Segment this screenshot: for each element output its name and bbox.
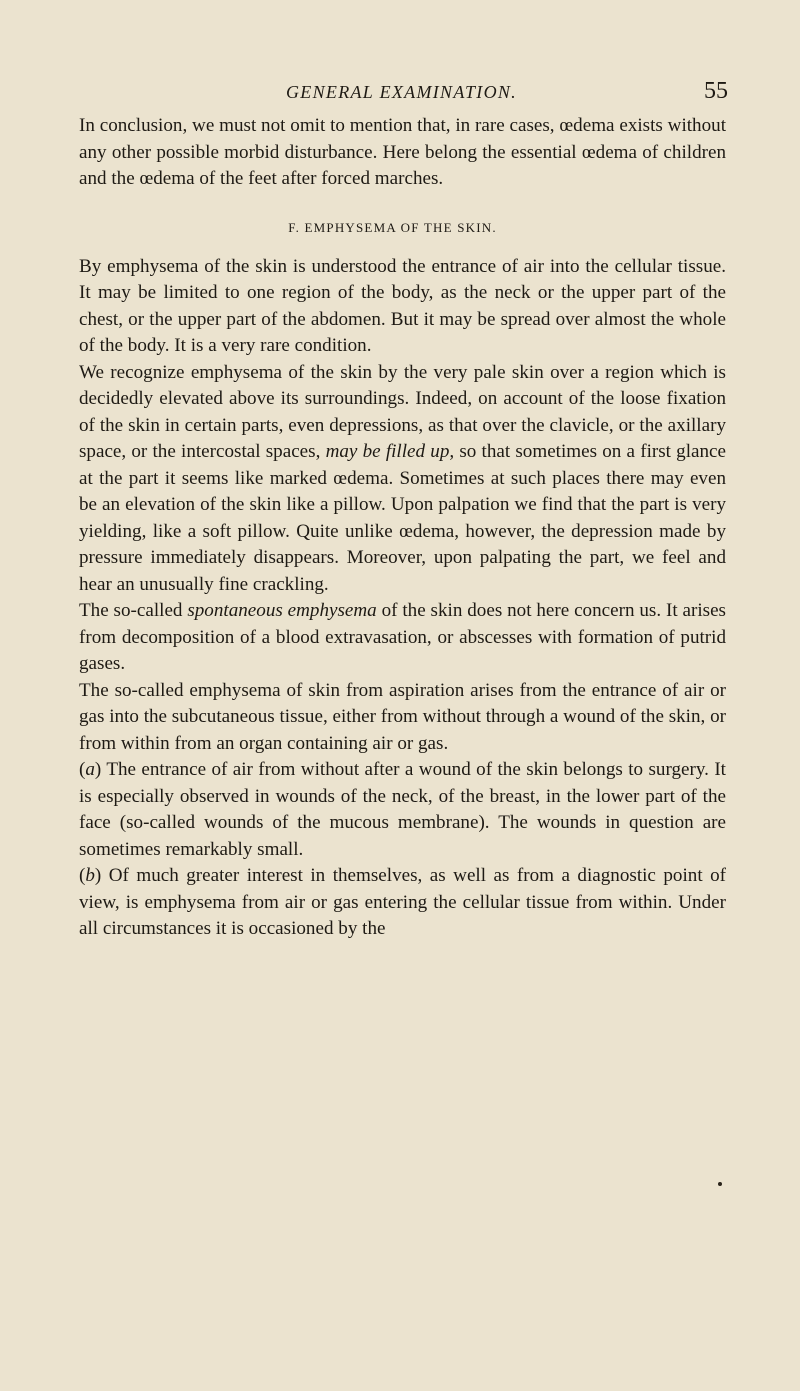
paragraph-recognition-text-2: so that sometimes on a first glance at the part it seems like marked œdema. Sometimes at such places there may even be an elevation of the skin like a pillow. Upon palpation we find that the part is very yielding, like a soft pillow. Quite unlike œdema, however, the depression made by pressure immediately disappears. Moreover, upon palpating the part, we feel and hear an unusually fine crackling.	[79, 441, 727, 595]
paragraph-definition: By emphysema of the skin is understood the entrance of air into the cellular tissue. It may be limited to one region of the body, as the neck or the upper part of the chest, or the upper part of the abdomen. But it may be spread over almost the whole of the body. It is a very rare condition.	[79, 255, 726, 356]
paragraph-item-a: (a) The entrance of air from without after a wound of the skin belongs to surgery. It is especially observed in wounds of the neck, of the breast, in the lower part of the face (so-called wounds of the mucous membrane). The wounds in question are sometimes remarkably small.	[79, 759, 726, 860]
body-text	[79, 113, 726, 943]
item-a-text: The entrance of air from without after a wound of the skin belongs to surgery. It is especially observed in wounds of the neck, of the breast, in the lower part of the face (so-called wounds of the mucous membrane). The wounds in question are sometimes remarkably small.	[79, 759, 726, 860]
paragraph-conclusion: In conclusion, we must not omit to mention that, in rare cases, œdema exists without any other possible morbid disturbance. Here belong the essential œdema of children and the œdema of the feet after forced marches.	[79, 115, 726, 189]
item-b-label: b	[85, 865, 95, 886]
paragraph-item-b: (b) Of much greater interest in themselves, as well as from a diagnostic point of view, is emphysema from air or gas entering the cellular tissue from within. Under all circumstances it is occasioned by the	[79, 865, 726, 939]
paragraph-spontaneous-text-2: of the skin does not here concern us. It arises from decomposition of a blood extravasation, or abscesses with formation of putrid gases.	[79, 600, 726, 674]
paragraph-recognition-text-1: We recognize emphysema of the skin by the very pale skin over a region which is decidedly elevated above its surroundings. Indeed, on account of the loose fixation of the skin in certain parts, even depressions, as that over the clavicle, or the axillary space, or the intercostal spaces,	[79, 361, 726, 462]
page-number: 55	[704, 78, 728, 104]
paragraph-spontaneous	[79, 598, 726, 678]
paragraph-recognition	[79, 360, 726, 599]
running-title: GENERAL EXAMINATION.	[286, 82, 517, 102]
paragraph-aspiration: The so-called emphysema of skin from aspiration arises from the entrance of air or gas into the subcutaneous tissue, either from without through a wound of the skin, or from within from an organ containing air or gas.	[79, 679, 726, 754]
running-head	[0, 76, 800, 106]
section-heading: F. EMPHYSEMA OF THE SKIN.	[288, 219, 497, 235]
item-b-text: Of much greater interest in themselves, as well as from a diagnostic point of view, is emphysema from air or gas entering the cellular tissue from within. Under all circumstances it is occasioned by the	[79, 865, 726, 939]
paragraph-recognition-emphasis: may be filled up,	[325, 441, 455, 462]
ink-mark	[718, 1182, 722, 1186]
paragraph-spontaneous-text-1: The so-called	[79, 600, 188, 621]
paragraph-spontaneous-emphasis: spontaneous emphysema	[187, 600, 377, 621]
item-a-label: a	[85, 759, 95, 780]
